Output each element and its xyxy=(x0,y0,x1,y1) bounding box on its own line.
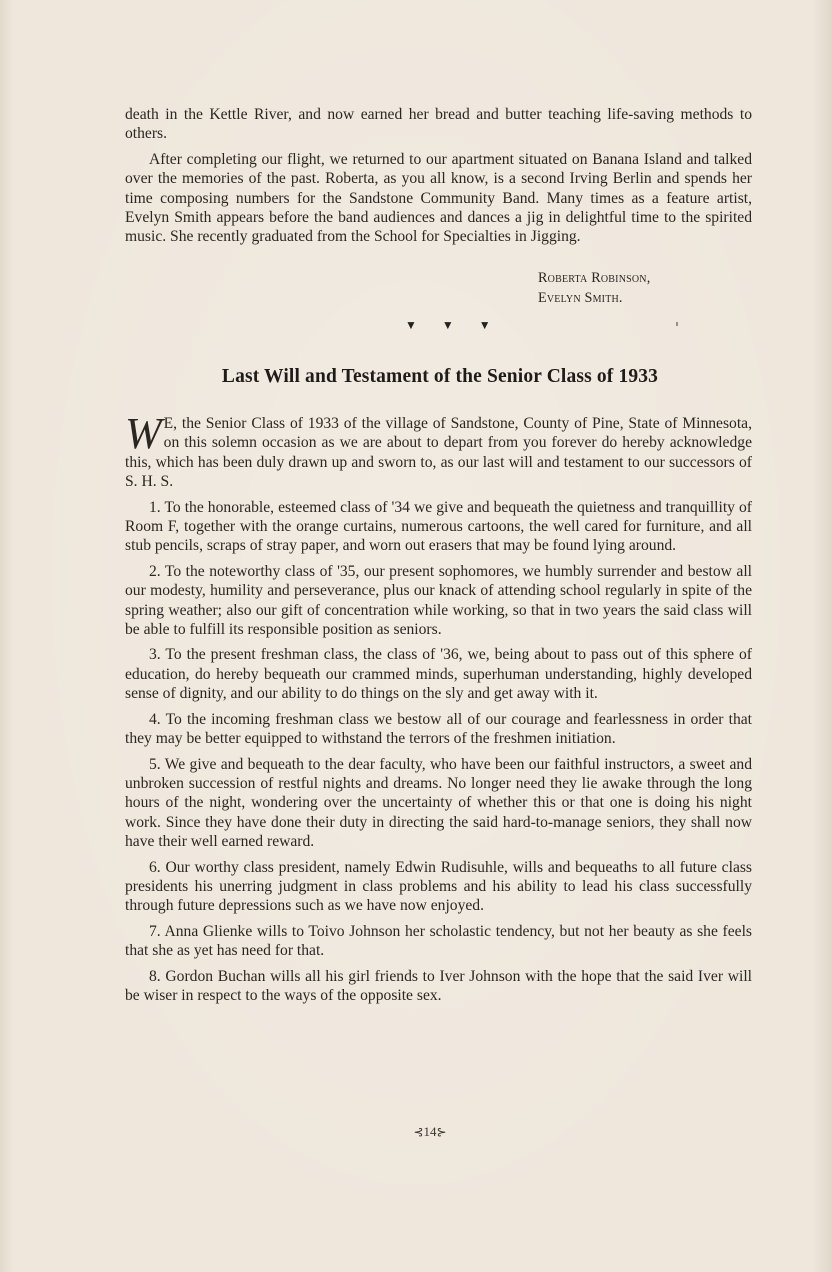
will-item-8: 8. Gordon Buchan wills all his girl friends to Iver Johnson with the hope that the said Iver will be wiser in respect to the ways of the opposite sex. xyxy=(125,967,752,1004)
drop-cap: W xyxy=(125,409,161,458)
top-text-block xyxy=(125,105,752,253)
will-item-2: 2. To the noteworthy class of '35, our present sophomores, we humbly surrender and bestow all our modesty, humility and perseverance, plus our knack of attending school regularly in spite of the spring weather; also our gift of concentration while working, so that in two years the said class will be able to fulfill its responsible position as seniors. xyxy=(125,562,752,639)
will-item-3: 3. To the present freshman class, the class of '36, we, being about to pass out of this sphere of education, do hereby bequeath our crammed minds, superhuman understanding, highly developed sense of dignity, and our ability to do things on the sly and get away with it. xyxy=(125,646,752,703)
paragraph-flight: After completing our flight, we returned to our apartment situated on Banana Island and talked over the memories of the past. Roberta, as you all know, is a second Irving Berlin and spends her time composing numbers for the Sandstone Community Band. Many times as a feature artist, Evelyn Smith appears before the band audiences and dances a jig in delightful time to the spirited music. She recently graduated from the School for Specialties in Jigging. xyxy=(125,150,752,246)
will-intro-text: E, the Senior Class of 1933 of the village of Sandstone, County of Pine, State of Minnesota, on this solemn occasion as we are about to depart from you forever do hereby acknowledge this, which has been duly drawn up and sworn to, as our last will and testament to our successors of S. H. S. xyxy=(125,415,752,491)
will-item-5: 5. We give and bequeath to the dear faculty, who have been our faithful instructors, a sweet and unbroken succession of restful nights and dreams. No longer need they lie awake through the long hours of the night, wondering over the uncertainty of whether this or that one is doing his night work. Since they have done their duty in directing the said hard-to-manage seniors, they shall now have their well earned reward. xyxy=(125,755,752,851)
page-number-value: 14 xyxy=(423,1124,437,1139)
signature-evelyn: Evelyn Smith. xyxy=(538,290,623,306)
will-text-block xyxy=(125,409,752,1011)
will-item-7: 7. Anna Glienke wills to Toivo Johnson her scholastic tendency, but not her beauty as she feels that she as yet has need for that. xyxy=(125,922,752,960)
signature-block xyxy=(538,268,650,308)
page-number: ⊰14⊱ xyxy=(413,1124,447,1139)
paper-speck xyxy=(676,322,678,326)
will-intro xyxy=(125,409,752,492)
will-item-1: 1. To the honorable, esteemed class of '34 we give and bequeath the quietness and tranquillity of Room F, together with the orange curtains, numerous cartoons, the well cared for furniture, and all stub pencils, scraps of stray paper, and worn out erasers that may be found lying around. xyxy=(125,498,752,555)
will-item-6: 6. Our worthy class president, namely Edwin Rudisuhle, wills and bequeaths to all future class presidents his unerring judgment in class problems and his ability to lead his class successfully through future depressions such as we have now enjoyed. xyxy=(125,858,752,915)
section-title: Last Will and Testament of the Senior Class of 1933 xyxy=(221,366,659,387)
section-ornament: ▼ ▼ ▼ xyxy=(405,318,502,332)
signature-roberta: Roberta Robinson, xyxy=(538,270,651,286)
will-item-4: 4. To the incoming freshman class we bestow all of our courage and fearlessness in order that they may be better equipped to withstand the terrors of the freshmen initiation. xyxy=(125,710,752,748)
paragraph-continuation: death in the Kettle River, and now earned her bread and butter teaching life-saving methods to others. xyxy=(125,106,752,143)
